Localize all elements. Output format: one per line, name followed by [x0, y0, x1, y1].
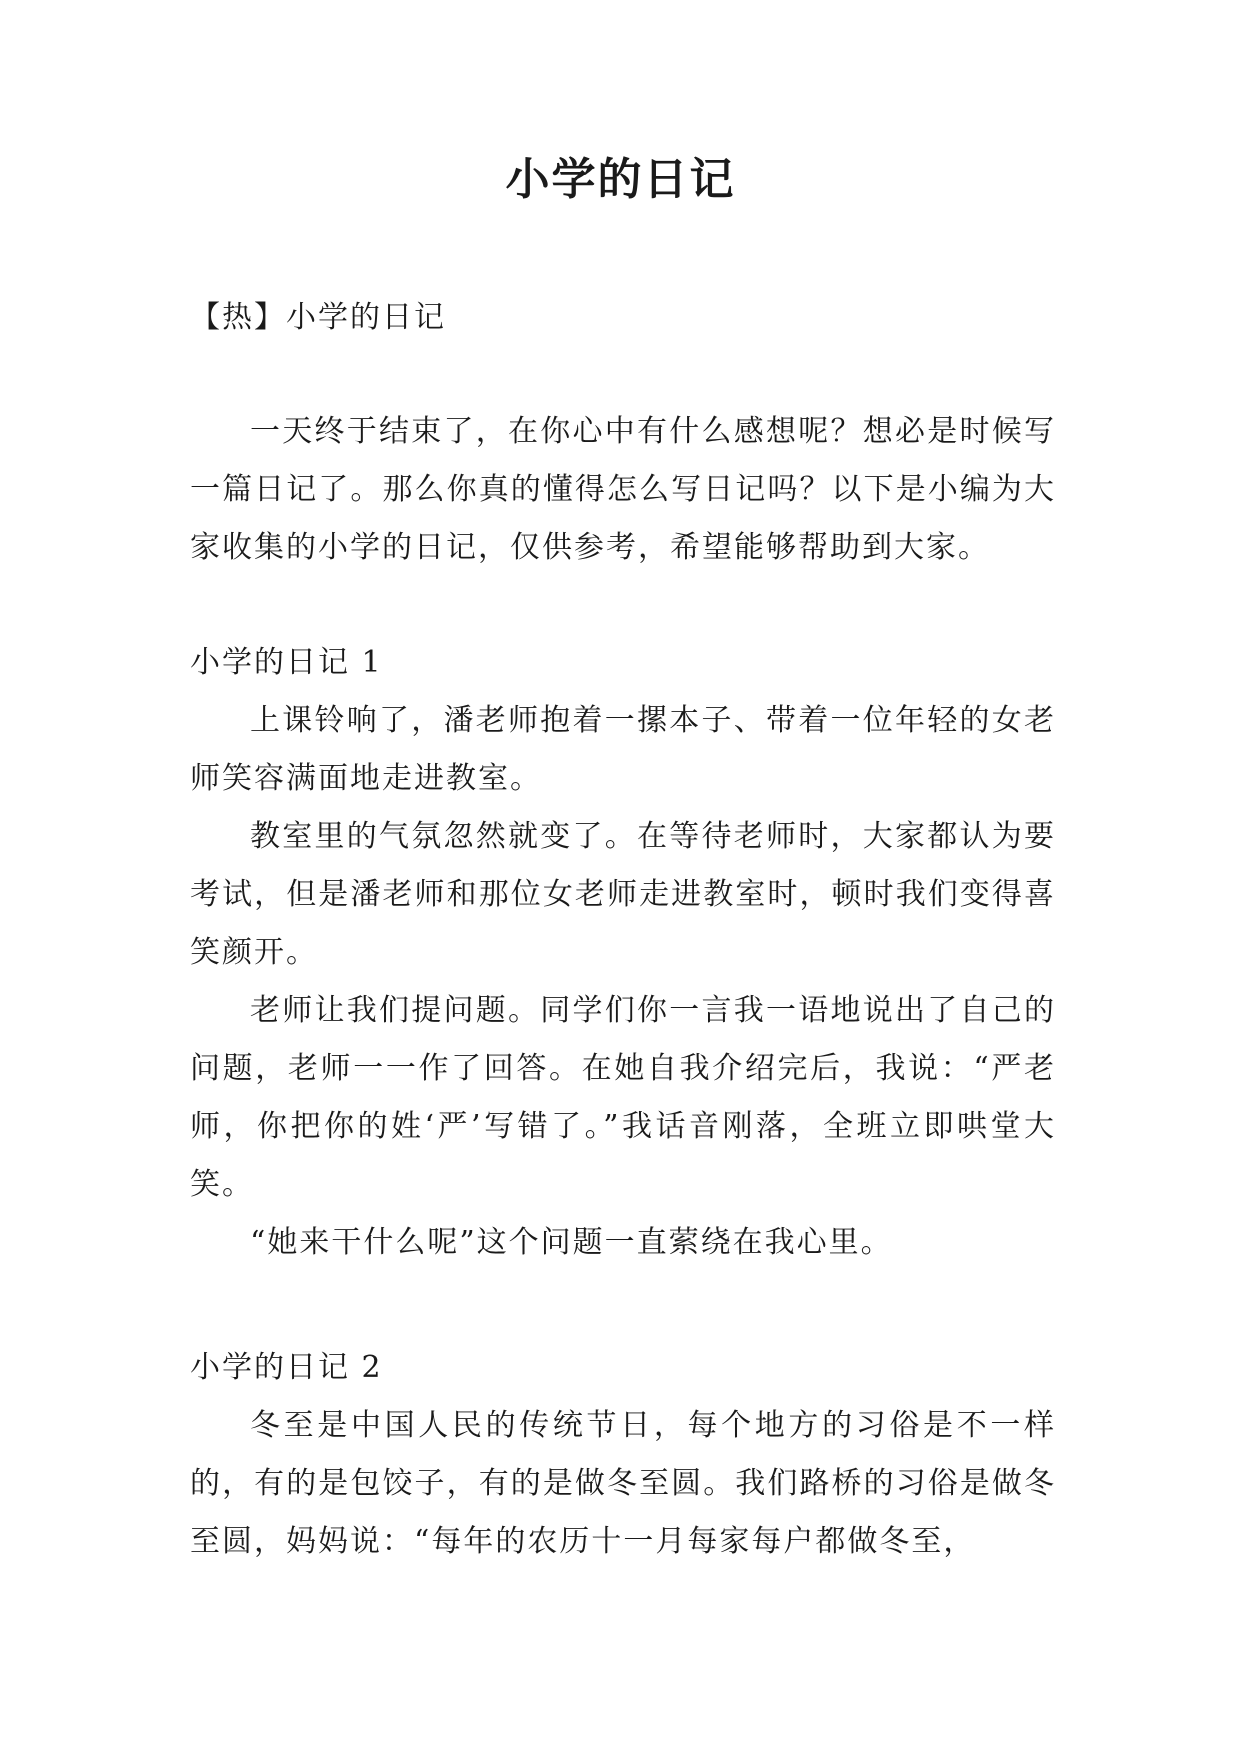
- diary-section-2: [190, 1339, 1056, 1571]
- section-heading: 小学的日记 1: [190, 645, 383, 680]
- section-paragraph: “她来干什么呢”这个问题一直萦绕在我心里。: [250, 1225, 893, 1260]
- section-paragraph: 上课铃响了，潘老师抱着一摞本子、带着一位年轻的女老师笑容满面地走进教室。: [190, 703, 1056, 796]
- diary-section-1: [190, 634, 1056, 1272]
- intro-paragraph: 一天终于结束了，在你心中有什么感想呢？想必是时候写一篇日记了。那么你真的懂得怎么写日记吗？以下是小编为大家收集的小学的日记，仅供参考，希望能够帮助到大家。: [190, 414, 1056, 565]
- document-subtitle: 【热】小学的日记: [190, 300, 446, 335]
- document-title: 小学的日记: [505, 154, 736, 205]
- section-heading: 小学的日记 2: [190, 1350, 383, 1385]
- section-paragraph: 冬至是中国人民的传统节日，每个地方的习俗是不一样的，有的是包饺子，有的是做冬至圆。我们路桥的习俗是做冬至圆，妈妈说：“每年的农历十一月每家每户都做冬至，: [190, 1408, 1056, 1559]
- section-paragraph: 老师让我们提问题。同学们你一言我一语地说出了自己的问题，老师一一作了回答。在她自我介绍完后，我说：“严老师，你把你的姓‘严’写错了。”我话音刚落，全班立即哄堂大笑。: [190, 993, 1056, 1202]
- section-paragraph: 教室里的气氛忽然就变了。在等待老师时，大家都认为要考试，但是潘老师和那位女老师走进教室时，顿时我们变得喜笑颜开。: [190, 819, 1056, 970]
